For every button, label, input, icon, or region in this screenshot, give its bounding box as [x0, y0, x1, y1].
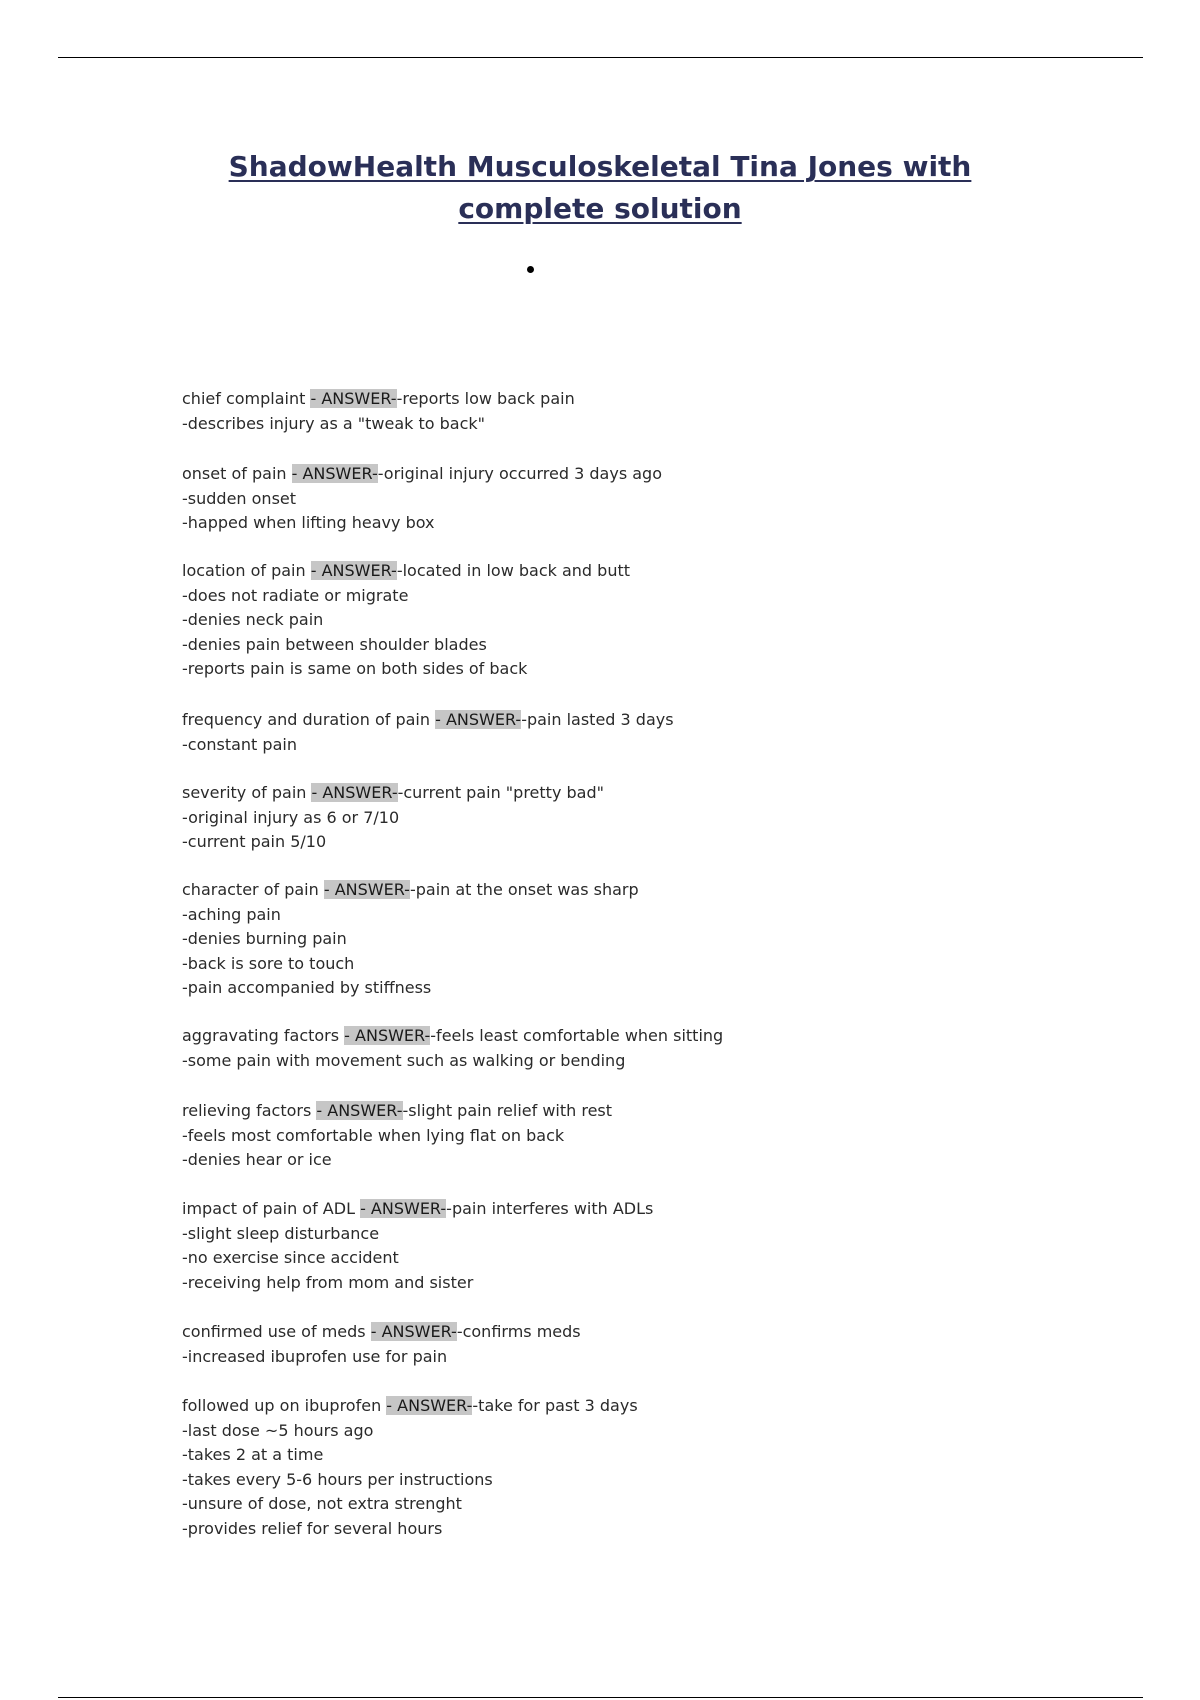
qa-term: confirmed use of meds: [182, 1322, 371, 1341]
qa-question-line: [182, 878, 1082, 903]
answer-marker: - ANSWER-: [323, 880, 410, 899]
qa-question-line: [182, 1320, 1082, 1345]
qa-detail-line: -back is sore to touch: [182, 953, 355, 973]
qa-detail-line: -reports pain is same on both sides of back: [182, 659, 528, 679]
qa-answer: -pain interferes with ADLs: [446, 1199, 654, 1218]
qa-detail-line: -last dose ~5 hours ago: [182, 1420, 374, 1440]
answer-marker: - ANSWER-: [360, 1199, 447, 1218]
qa-answer: -reports low back pain: [396, 389, 575, 408]
page-bottom-rule: [58, 1697, 1143, 1698]
qa-question-line: [182, 708, 1082, 733]
answer-marker: - ANSWER-: [435, 710, 522, 729]
qa-question-line: [182, 1197, 1082, 1222]
qa-question-line: [182, 1024, 1082, 1049]
qa-item: [182, 878, 1082, 1001]
qa-question-line: [182, 387, 1082, 412]
qa-item: [182, 1197, 1082, 1295]
answer-marker: - ANSWER-: [310, 389, 397, 408]
qa-detail-line: -takes 2 at a time: [182, 1445, 324, 1465]
qa-item: [182, 462, 1082, 536]
qa-term: location of pain: [182, 561, 311, 580]
qa-detail-line: -no exercise since accident: [182, 1248, 399, 1268]
qa-item: [182, 781, 1082, 855]
qa-detail-line: -aching pain: [182, 904, 281, 924]
qa-answer: -feels least comfortable when sitting: [430, 1026, 724, 1045]
qa-term: aggravating factors: [182, 1026, 345, 1045]
qa-question-line: [182, 559, 1082, 584]
qa-item: [182, 387, 1082, 436]
qa-detail-line: -current pain 5/10: [182, 832, 327, 852]
answer-marker: - ANSWER-: [311, 783, 398, 802]
title-line-2: complete solution: [458, 192, 742, 225]
qa-term: impact of pain of ADL: [182, 1199, 361, 1218]
qa-term: frequency and duration of pain: [182, 710, 436, 729]
qa-detail-line: -denies neck pain: [182, 610, 324, 630]
answer-marker: - ANSWER-: [291, 464, 378, 483]
qa-term: character of pain: [182, 880, 324, 899]
qa-term: followed up on ibuprofen: [182, 1396, 387, 1415]
bullet-icon: [527, 266, 534, 273]
qa-detail-line: -denies hear or ice: [182, 1150, 332, 1170]
qa-question-line: [182, 462, 1082, 487]
qa-answer: -current pain "pretty bad": [397, 783, 604, 802]
qa-answer: -take for past 3 days: [472, 1396, 638, 1415]
qa-detail-line: -describes injury as a "tweak to back": [182, 413, 486, 433]
qa-answer: -pain at the onset was sharp: [409, 880, 639, 899]
qa-item: [182, 1024, 1082, 1073]
qa-question-line: [182, 781, 1082, 806]
page-top-rule: [58, 57, 1143, 58]
qa-detail-line: -provides relief for several hours: [182, 1518, 443, 1538]
page-title: [0, 146, 1200, 230]
qa-item: [182, 708, 1082, 757]
qa-term: relieving factors: [182, 1101, 317, 1120]
qa-question-line: [182, 1394, 1082, 1419]
qa-detail-line: -happed when lifting heavy box: [182, 513, 435, 533]
qa-answer: -original injury occurred 3 days ago: [377, 464, 662, 483]
qa-detail-line: -slight sleep disturbance: [182, 1223, 380, 1243]
qa-term: chief complaint: [182, 389, 311, 408]
qa-answer: -confirms meds: [456, 1322, 581, 1341]
qa-detail-line: -denies pain between shoulder blades: [182, 634, 487, 654]
qa-detail-line: -original injury as 6 or 7/10: [182, 807, 400, 827]
qa-item: [182, 1099, 1082, 1173]
qa-detail-line: -does not radiate or migrate: [182, 585, 409, 605]
answer-marker: - ANSWER-: [386, 1396, 473, 1415]
qa-detail-line: -constant pain: [182, 734, 297, 754]
qa-answer: -pain lasted 3 days: [521, 710, 674, 729]
qa-detail-line: -receiving help from mom and sister: [182, 1272, 474, 1292]
qa-detail-line: -unsure of dose, not extra strenght: [182, 1494, 462, 1514]
qa-detail-line: -pain accompanied by stiffness: [182, 978, 432, 998]
qa-term: severity of pain: [182, 783, 312, 802]
qa-item: [182, 1394, 1082, 1542]
qa-answer: -located in low back and butt: [396, 561, 631, 580]
answer-marker: - ANSWER-: [316, 1101, 403, 1120]
qa-detail-line: -feels most comfortable when lying flat on back: [182, 1125, 565, 1145]
answer-marker: - ANSWER-: [370, 1322, 457, 1341]
qa-term: onset of pain: [182, 464, 292, 483]
qa-detail-line: -denies burning pain: [182, 929, 347, 949]
qa-detail-line: -sudden onset: [182, 488, 297, 508]
qa-detail-line: -some pain with movement such as walking or bending: [182, 1050, 626, 1070]
answer-marker: - ANSWER-: [344, 1026, 431, 1045]
qa-detail-line: -increased ibuprofen use for pain: [182, 1346, 448, 1366]
qa-detail-line: -takes every 5-6 hours per instructions: [182, 1469, 493, 1489]
qa-answer: -slight pain relief with rest: [402, 1101, 613, 1120]
title-line-1: ShadowHealth Musculoskeletal Tina Jones with: [228, 150, 972, 183]
qa-item: [182, 1320, 1082, 1369]
qa-question-line: [182, 1099, 1082, 1124]
answer-marker: - ANSWER-: [310, 561, 397, 580]
qa-item: [182, 559, 1082, 682]
